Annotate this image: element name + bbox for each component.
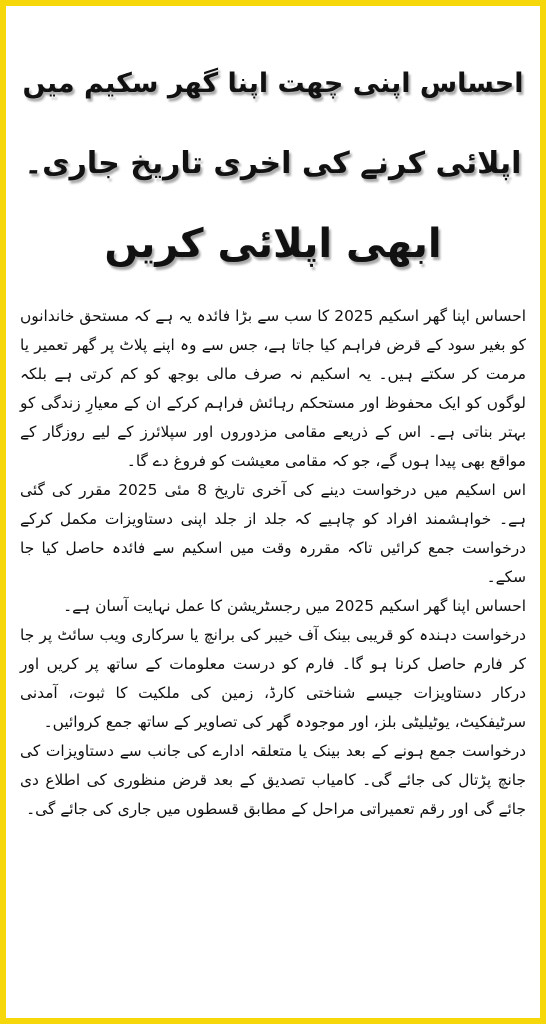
headline-line-3: ابھی اپلائی کریں bbox=[104, 221, 442, 267]
paragraph-benefits: احساس اپنا گھر اسکیم 2025 کا سب سے بڑا فائدہ یہ ہے کہ مستحق خاندانوں کو بغیر سود کے قرض فراہم کیا جاتا ہے، جس سے وہ اپنے پلاٹ پر گھر تعمیر یا مرمت کر سکتے ہیں۔ یہ اسکیم نہ صرف مالی بوجھ کو کم کرتی ہے بلکہ لوگوں کو ایک محفوظ اور مستحکم رہائش فراہم کرکے ان کے معیارِ زندگی کو بہتر بناتی ہے۔ اس کے ذریعے مقامی مزدوروں اور سپلائرز کے لیے روزگار کے مواقع بھی پیدا ہوں گے، جو کہ مقامی معیشت کو فروغ دے گا۔ bbox=[20, 307, 526, 470]
headline bbox=[18, 44, 528, 294]
headline-line-2: اپلائی کرنے کی اخری تاریخ جاری۔ bbox=[24, 146, 522, 181]
article-body bbox=[20, 302, 526, 1006]
paragraph-deadline: اس اسکیم میں درخواست دینے کی آخری تاریخ 8 مئی 2025 مقرر کی گئی ہے۔ خواہشمند افراد کو چاہیے کہ جلد از جلد اپنی دستاویزات مکمل کرکے درخواست جمع کرائیں تاکہ مقررہ وقت میں اسکیم سے فائدہ حاصل کیا جا سکے۔ bbox=[20, 481, 526, 586]
headline-line-1: احساس اپنی چھت اپنا گھر سکیم میں bbox=[22, 68, 524, 99]
paragraph-application-steps: درخواست دہندہ کو قریبی بینک آف خیبر کی برانچ یا سرکاری ویب سائٹ پر جا کر فارم حاصل کرنا ہو گا۔ فارم کو درست معلومات کے ساتھ پر کریں اور درکار دستاویزات جیسے شناختی کارڈ، زمین کی ملکیت کا ثبوت، آمدنی سرٹیفکیٹ، یوٹیلیٹی بلز، اور موجودہ گھر کی تصاویر کے ساتھ جمع کروائیں۔ bbox=[20, 626, 526, 731]
paragraph-registration: احساس اپنا گھر اسکیم 2025 میں رجسٹریشن کا عمل نہایت آسان ہے۔ bbox=[63, 597, 526, 615]
paragraph-verification: درخواست جمع ہونے کے بعد بینک یا متعلقہ ادارے کی جانب سے دستاویزات کی جانچ پڑتال کی جائے گی۔ کامیاب تصدیق کے بعد قرض منظوری کی اطلاع دی جائے گی اور رقم تعمیراتی مراحل کے مطابق قسطوں میں جاری کی جائے گی۔ bbox=[20, 742, 526, 818]
